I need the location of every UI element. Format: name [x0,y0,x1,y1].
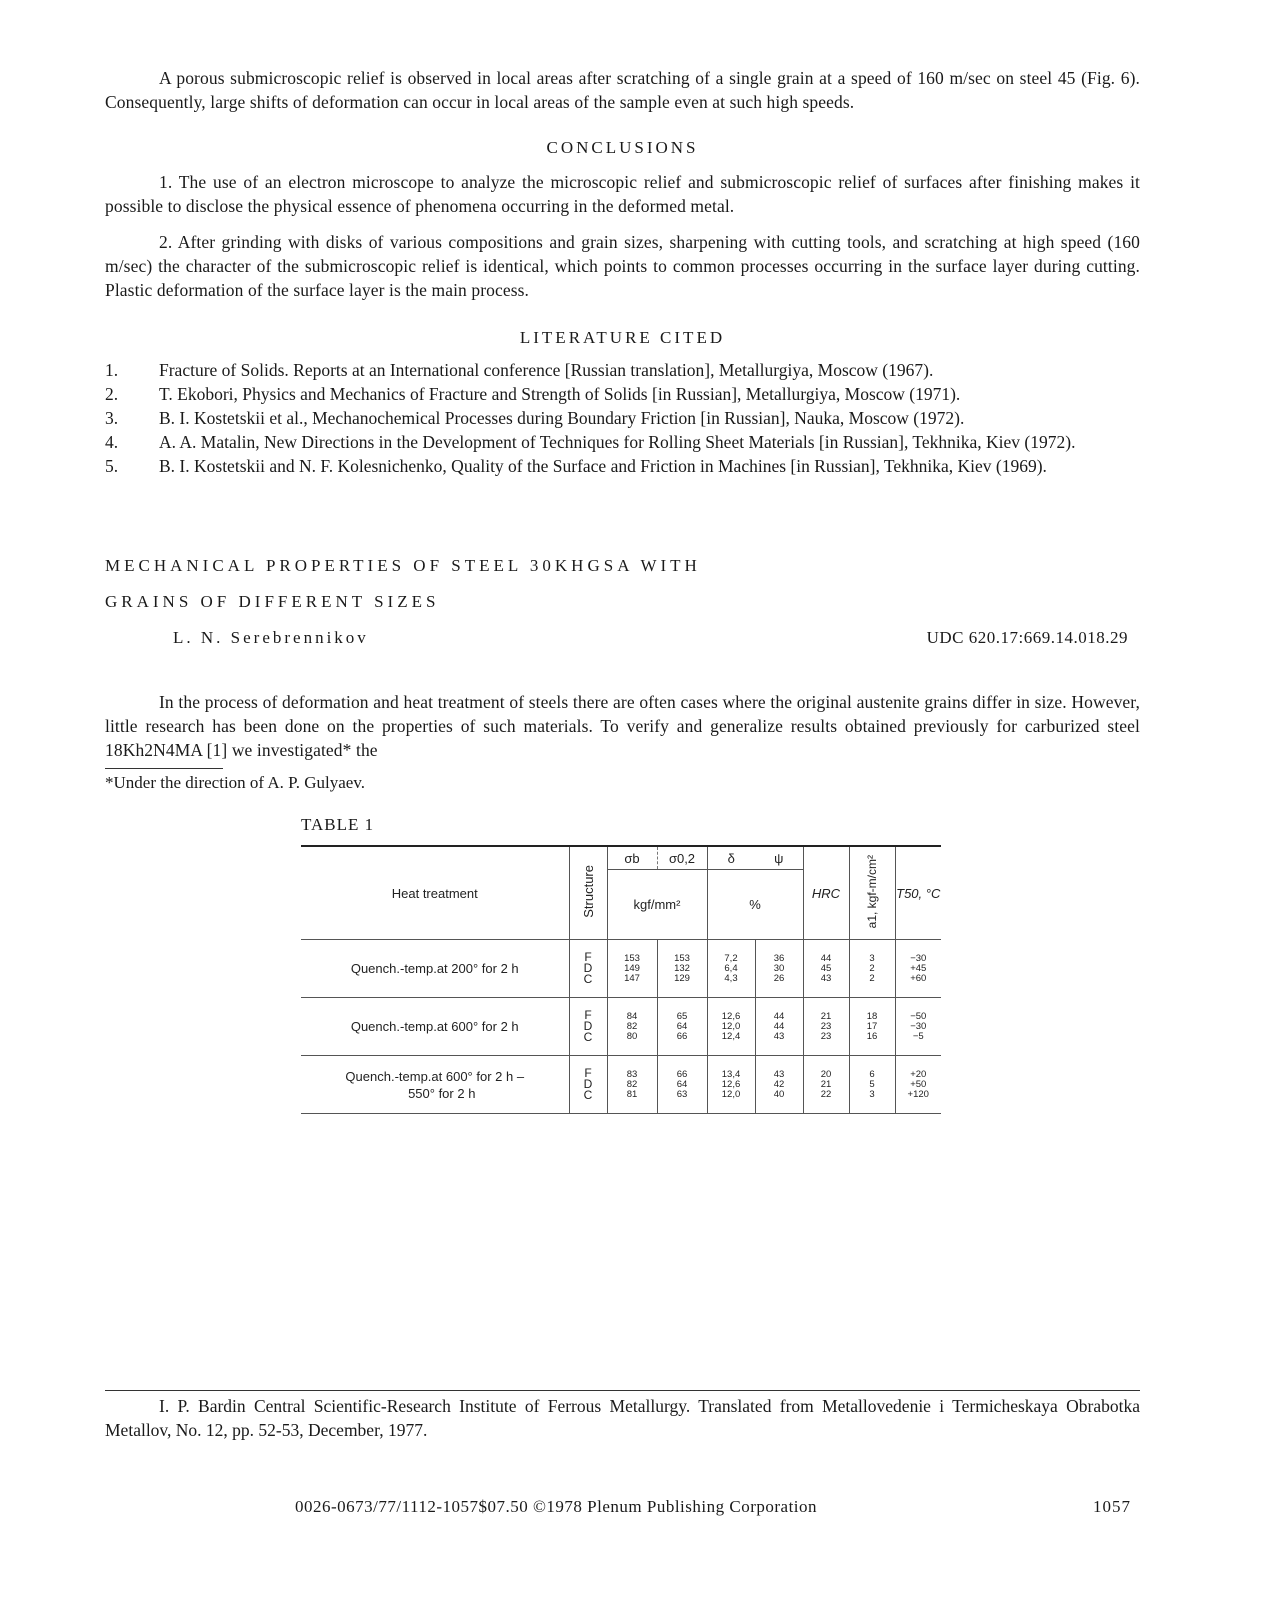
publication-code: 0026-0673/77/1112-1057$07.50 ©1978 Plenum Publishing Corporation [295,1497,818,1516]
header-sigma-b: σb [607,846,657,870]
reference-text: Fracture of Solids. Reports at an International conference [Russian translation], Metallurgiya, Moscow (1967). [159,360,934,380]
reference-number: 2. [105,384,119,404]
udc-code: UDC 620.17:669.14.018.29 [926,628,1128,647]
header-delta: δ [707,846,755,870]
reference-item [105,406,1140,430]
reference-number: 3. [105,408,119,428]
header-t50: T50, °C [895,846,941,940]
reference-item [105,358,1140,382]
reference-number: 4. [105,432,119,452]
table-row: Quench.-temp.at 600° for 2 h F D C 84 82 80 65 64 66 12,6 12,0 12,4 44 44 43 21 23 23 18 17 16 −50 −30 −5 [301,998,941,1056]
reference-text: B. I. Kostetskii and N. F. Kolesnichenko, Quality of the Surface and Friction in Machines [in Russian], Tekhnika, Kiev (1969). [159,456,1047,476]
reference-text: A. A. Matalin, New Directions in the Development of Techniques for Rolling Sheet Materials [in Russian], Tekhnika, Kiev (1972). [159,432,1076,452]
page-body [105,66,1140,1114]
header-impact: a1, kgf-m/cm² [849,846,895,940]
table-row: Quench.-temp.at 600° for 2 h – 550° for 2 h F D C 83 82 81 66 64 63 13,4 12,6 12,0 43 42 40 20 21 22 6 5 3 +20 +50 +120 [301,1056,941,1114]
byline [105,628,1140,648]
footnote-rule [105,768,223,769]
literature-heading: LITERATURE CITED [519,328,726,347]
header-structure: Structure [569,846,607,940]
row-heat-treatment: Quench.-temp.at 200° for 2 h [301,940,569,998]
reference-item [105,454,1140,478]
page-number: 1057 [1093,1497,1131,1516]
header-kgf-unit: kgf/mm² [607,870,707,940]
article-title-line-2: GRAINS OF DIFFERENT SIZES [105,592,440,611]
reference-text: B. I. Kostetskii et al., Mechanochemical Processes during Boundary Friction [in Russian], Nauka, Moscow (1972). [159,408,965,428]
reference-list [105,358,1140,478]
conclusion-item-1: 1. The use of an electron microscope to analyze the microscopic relief and submicroscopic relief of surfaces after finishing makes it possible to disclose the physical essence of phenomena occurring in the deformed metal. [105,172,1140,216]
reference-text: T. Ekobori, Physics and Mechanics of Fracture and Strength of Solids [in Russian], Metallurgiya, Moscow (1971). [159,384,961,404]
reference-item [105,430,1140,454]
header-psi: ψ [755,846,803,870]
author-name: L. N. Serebrennikov [173,628,369,647]
header-heat-treatment: Heat treatment [301,846,569,940]
conclusions-heading: CONCLUSIONS [546,138,699,157]
reference-number: 5. [105,456,119,476]
row-heat-treatment: Quench.-temp.at 600° for 2 h [301,998,569,1056]
article-title-line-1: MECHANICAL PROPERTIES OF STEEL 30KHGSA WITH [105,556,701,575]
row-heat-treatment: Quench.-temp.at 600° for 2 h – 550° for 2 h [301,1056,569,1114]
institute-note: I. P. Bardin Central Scientific-Research Institute of Ferrous Metallurgy. Translated from Metallovedenie i Termicheskaya Obrabotka Metallov, No. 12, pp. 52-53, December, 1977. [105,1396,1140,1440]
footer-rule [105,1390,1140,1391]
reference-number: 1. [105,360,119,380]
article-body: In the process of deformation and heat treatment of steels there are often cases where the original austenite grains differ in size. However, little research has been done on the properties of such materials. To verify and generalize results obtained previously for carburized steel 18Kh2N4MA [1] we investigated* the [105,692,1140,760]
footnote: *Under the direction of A. P. Gulyaev. [105,773,365,792]
reference-item [105,382,1140,406]
properties-table [301,845,941,1114]
table-row: Quench.-temp.at 200° for 2 h F D C 153 149 147 153 132 129 7,2 6,4 4,3 36 30 26 44 45 43 3 2 2 −30 +45 +60 [301,940,941,998]
header-percent: % [707,870,803,940]
intro-paragraph: A porous submicroscopic relief is observed in local areas after scratching of a single grain at a speed of 160 m/sec on steel 45 (Fig. 6). Consequently, large shifts of deformation can occur in local areas of the sample even at such high speeds. [105,68,1140,112]
header-hrc: HRC [803,846,849,940]
conclusion-item-2: 2. After grinding with disks of various compositions and grain sizes, sharpening with cutting tools, and scratching at high speed (160 m/sec) the character of the submicroscopic relief is identical, which points to common processes occurring in the surface layer during cutting. Plastic deformation of the surface layer is the main process. [105,232,1140,300]
table-caption: TABLE 1 [301,815,375,834]
header-sigma-02: σ0,2 [657,846,707,870]
